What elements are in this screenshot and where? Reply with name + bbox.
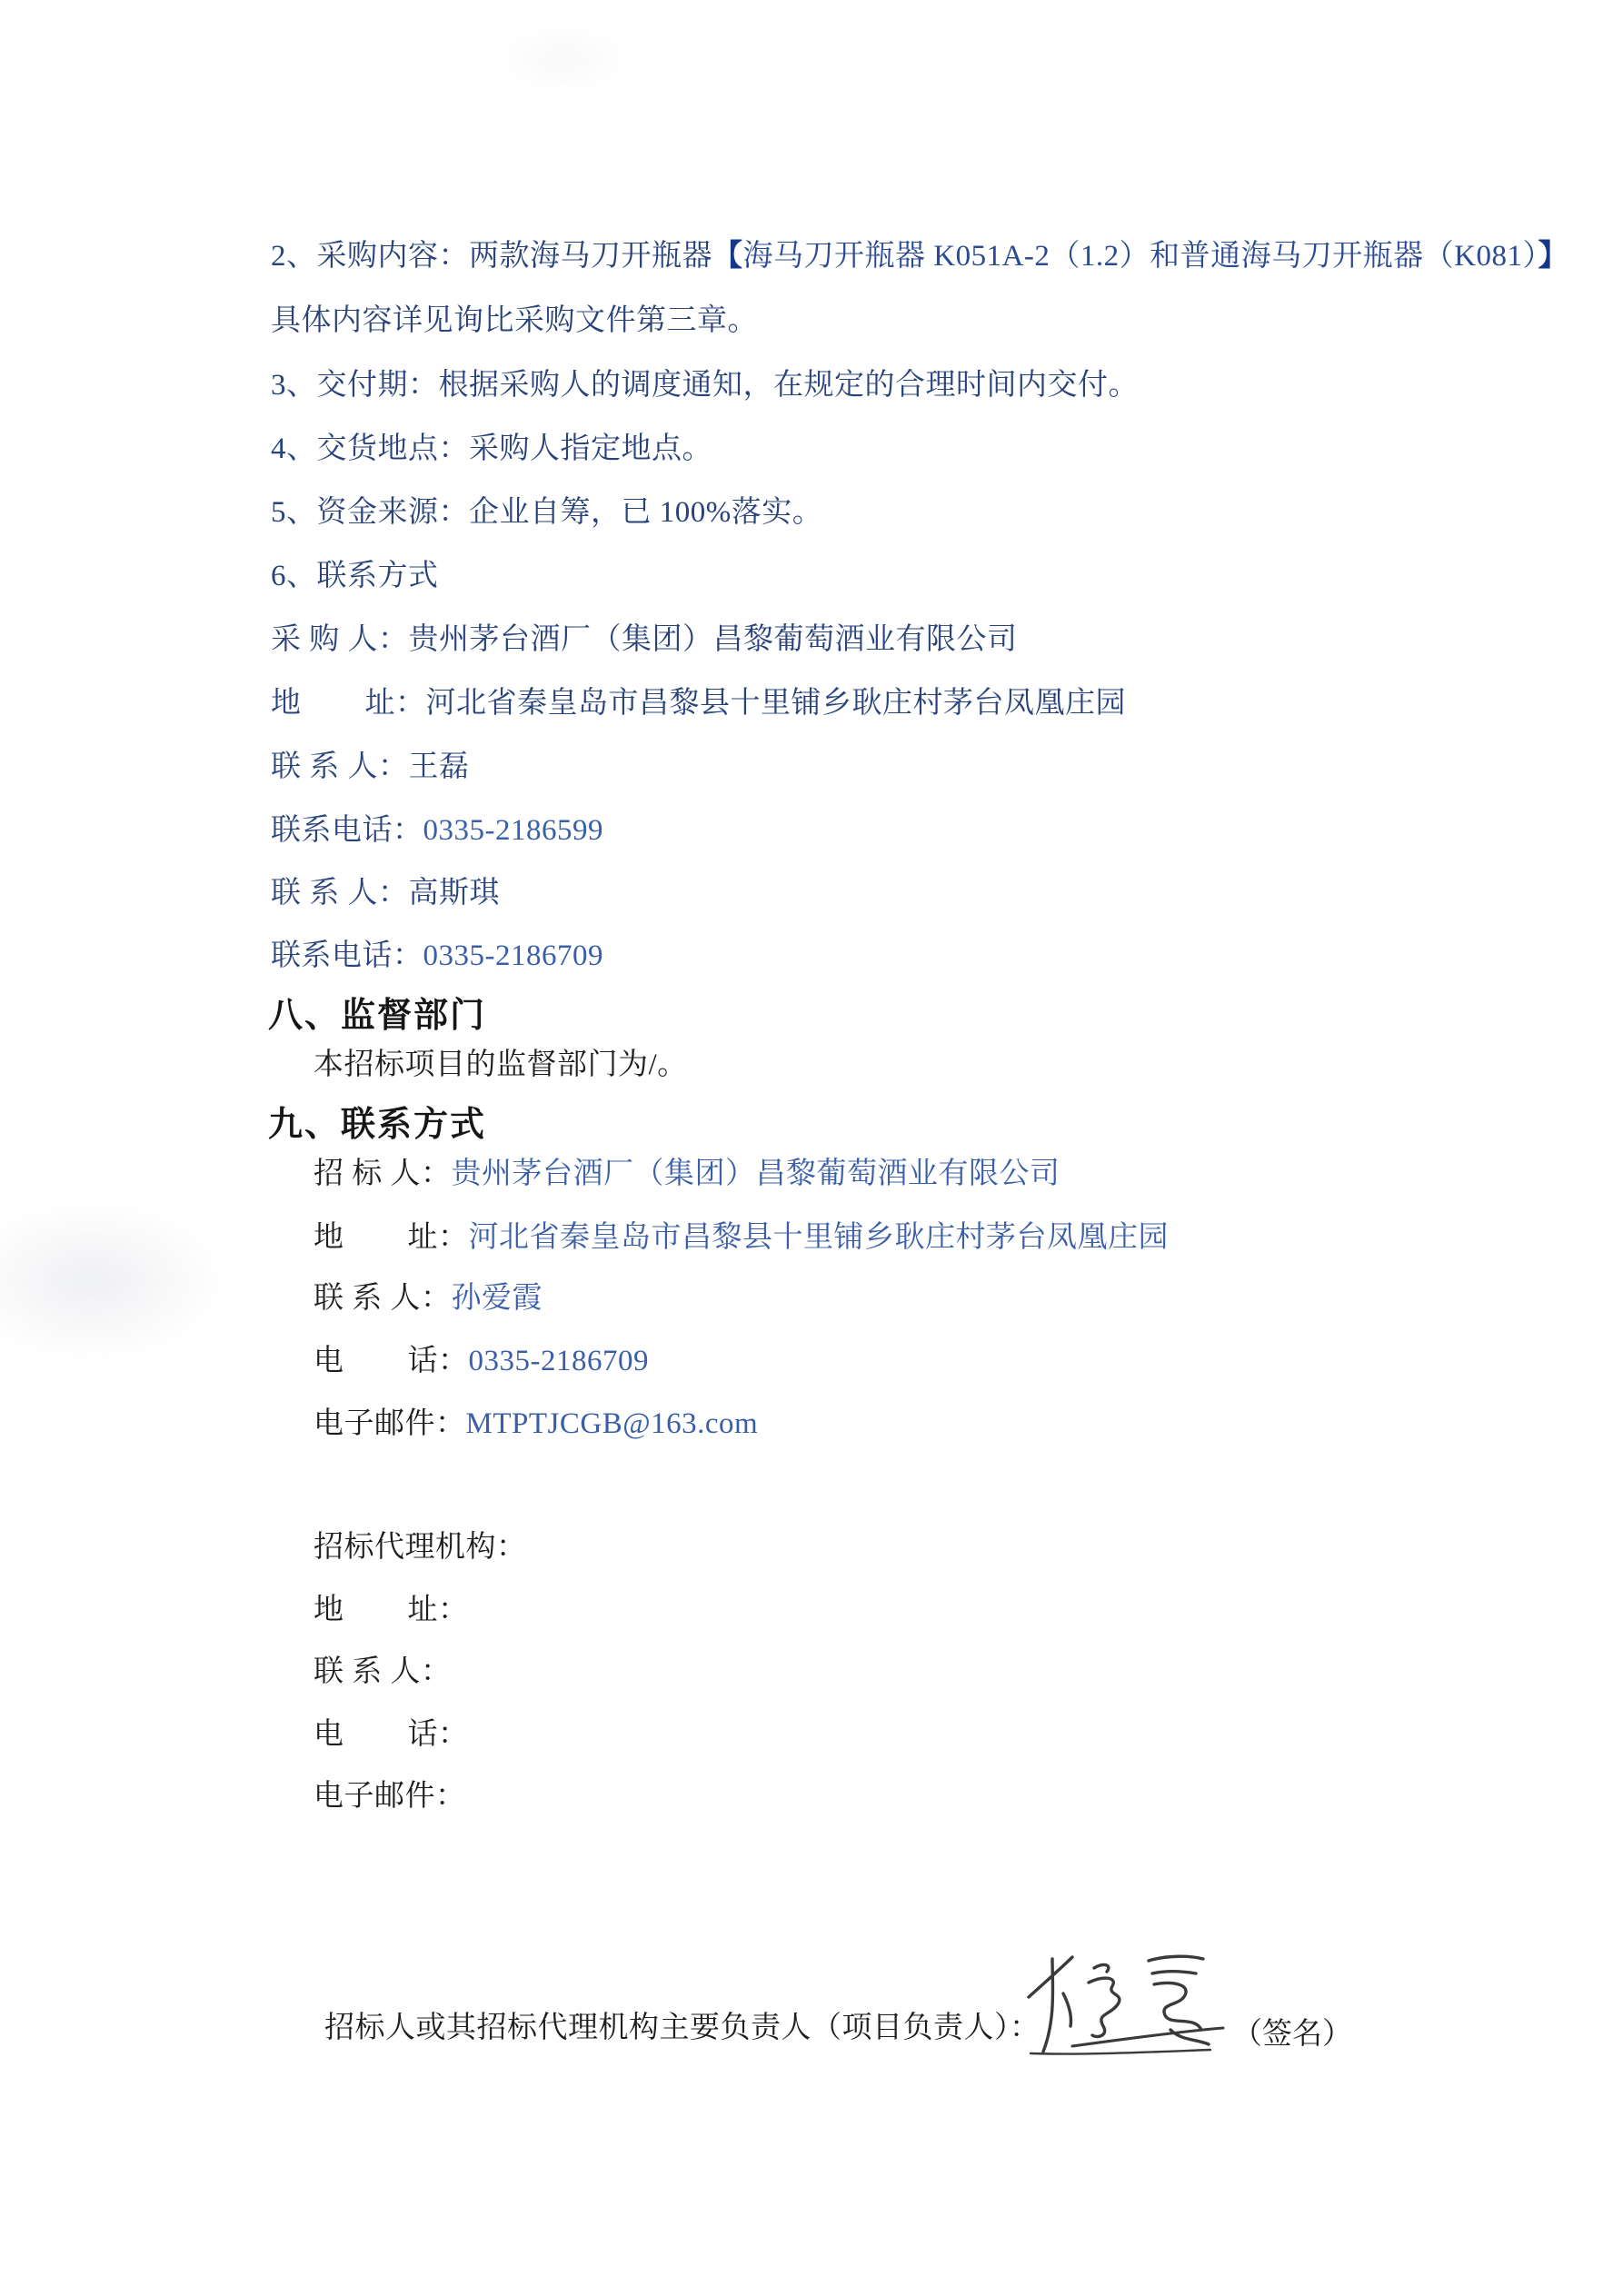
field-value: 河北省秦皇岛市昌黎县十里铺乡耿庄村茅台凤凰庄园 [468,1221,1169,1254]
field-label: 电 话： [314,1345,469,1377]
tenderer-address-row [314,1219,1169,1257]
scan-smudge-top [495,23,632,95]
field-value: 0335-2186709 [423,939,603,972]
field-label: 招 标 人： [314,1158,452,1190]
item2-lead-text: 2、采购内容：两款海马刀开瓶器 [271,240,712,273]
responsible-person-line: 招标人或其招标代理机构主要负责人（项目负责人）： [324,2012,1041,2044]
field-label: 联系电话： [271,814,423,847]
field-value: 贵州茅台酒厂（集团）昌黎葡萄酒业有限公司 [451,1158,1060,1190]
numbered-item-6: 6、联系方式 [271,560,439,592]
field-value: 0335-2186709 [468,1345,649,1377]
field-label: 联 系 人： [271,877,409,909]
field-value: 0335-2186599 [423,814,603,847]
section8-heading: 八、监督部门 [268,997,487,1035]
field-label: 联 系 人： [271,750,409,783]
numbered-item-5: 5、资金来源：企业自筹，已 100%落实。 [271,496,823,529]
scan-smudge-left [0,1199,227,1363]
item2-bracket-text: 海马刀开瓶器 K051A-2（1.2）和普通海马刀开瓶器（K081） [742,240,1538,273]
purchaser-contact2-row [271,875,500,912]
numbered-item-2 [271,238,1568,275]
handwritten-signature [1016,1941,1234,2072]
field-label: 采 购 人： [271,623,409,656]
tenderer-email-row [314,1406,758,1443]
field-value: MTPTJCGB@163.com [465,1407,759,1440]
item2-bracket-open: 【 [712,240,743,273]
agency-address-row: 地 址： [314,1594,469,1626]
agency-name-row: 招标代理机构： [314,1531,527,1564]
purchaser-name-row [271,621,1018,659]
numbered-item-2-continuation: 具体内容详见询比采购文件第三章。 [271,304,758,337]
signature-label: （签名） [1232,2018,1352,2051]
section9-heading: 九、联系方式 [268,1106,487,1144]
field-label: 电子邮件： [314,1407,466,1440]
tenderer-contact-row [314,1280,543,1317]
field-value: 河北省秦皇岛市昌黎县十里铺乡耿庄村茅台凤凰庄园 [425,687,1126,720]
field-label: 地 址： [271,687,426,720]
item2-bracket-close: 】 [1538,240,1568,273]
numbered-item-4: 4、交货地点：采购人指定地点。 [271,432,712,465]
agency-email-row: 电子邮件： [314,1780,466,1813]
tenderer-phone-row [314,1343,649,1380]
field-label: 地 址： [314,1221,469,1254]
purchaser-phone1-row [271,812,603,850]
purchaser-address-row [271,685,1126,722]
field-value: 高斯琪 [408,877,500,909]
agency-contact-row: 联 系 人： [314,1655,452,1688]
field-label: 联 系 人： [314,1282,452,1315]
numbered-item-3: 3、交付期：根据采购人的调度通知，在规定的合理时间内交付。 [271,369,1139,402]
tenderer-name-row [314,1156,1060,1193]
field-value: 王磊 [408,750,470,783]
purchaser-contact1-row [271,749,470,786]
field-label: 联系电话： [271,939,423,972]
field-value: 孙爱霞 [451,1282,543,1315]
field-value: 贵州茅台酒厂（集团）昌黎葡萄酒业有限公司 [408,623,1018,656]
agency-phone-row: 电 话： [314,1718,469,1751]
purchaser-phone2-row [271,938,603,975]
section8-body: 本招标项目的监督部门为/。 [314,1049,688,1081]
